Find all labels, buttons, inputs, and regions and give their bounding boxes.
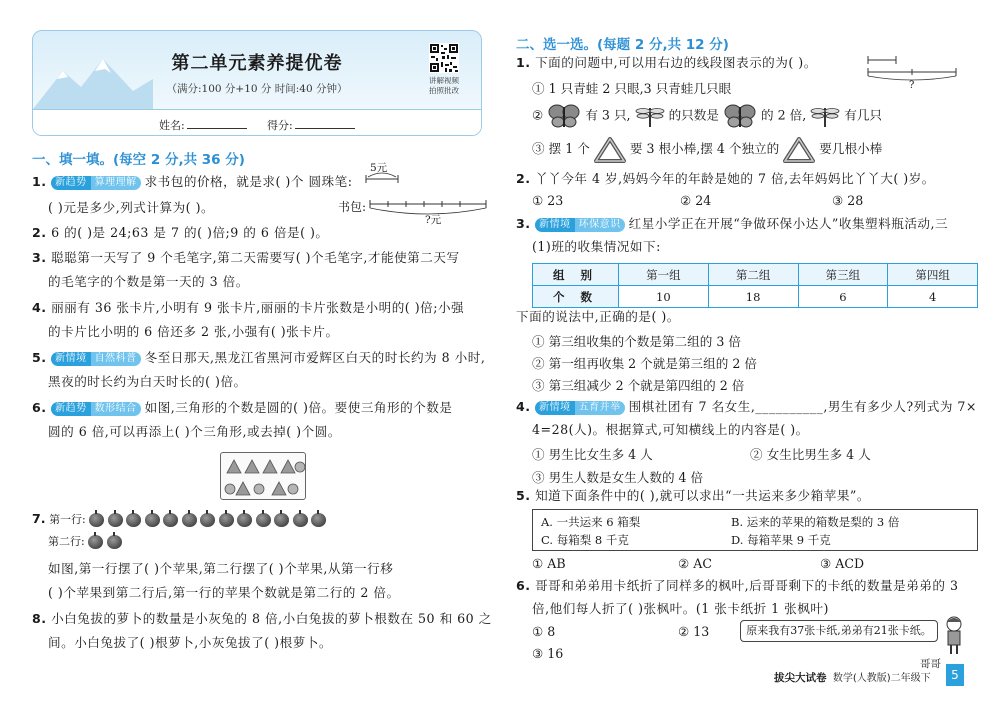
question-2: 2. 6 的( )是 24;63 是 7 的( )倍;9 的 6 倍是( )。: [32, 225, 329, 240]
butterfly-icon: [723, 104, 757, 128]
question-6-line2: 圆的 6 倍,可以再添上( )个三角形,或去掉( )个圆。: [48, 424, 341, 439]
triangles-circles-figure: [220, 452, 306, 500]
tag-topic: 自然科普: [91, 352, 141, 366]
mc4-option-1[interactable]: ① 男生比女生多 4 人: [532, 447, 653, 462]
tag-new-context: 新情境: [535, 401, 575, 415]
student-info-strip: [33, 109, 481, 135]
dragonfly-icon: [635, 104, 665, 128]
question-5-line2: 黑夜的时长约为白天时长的( )倍。: [48, 374, 247, 389]
score-field[interactable]: 得分:: [267, 117, 355, 133]
mc3-option-2[interactable]: ② 第一组再收集 2 个就是第三组的 2 倍: [532, 356, 757, 371]
apples-row-1: 7. 第一行:: [32, 511, 330, 527]
qr-caption: 讲解视频 拍照批改: [429, 76, 459, 95]
mc-question-3-line1: 3. 新情境 环保意识 红星小学正在开展“争做环保小达人”收集塑料瓶活动,三: [516, 216, 949, 231]
mc1-option-1[interactable]: ① 1 只青蛙 2 只眼,3 只青蛙几只眼: [532, 81, 732, 96]
exam-title: 第二单元素养提优卷: [171, 53, 343, 74]
stick-triangle-icon: [783, 137, 815, 163]
question-1-line2: ( )元是多少,列式计算为( )。: [48, 200, 215, 215]
speech-bubble: 原来我有37张卡纸,弟弟有21张卡纸。: [740, 620, 938, 642]
stick-triangle-icon: [594, 137, 626, 163]
tag-new-context: 新情境: [51, 352, 91, 366]
mc-question-1: 1. 下面的问题中,可以用右边的线段图表示的为( )。: [516, 55, 817, 70]
qr-code-icon[interactable]: [429, 43, 459, 73]
question-3-line2: 的毛笔字的个数是第一天的 3 倍。: [48, 274, 249, 289]
mc3-option-3[interactable]: ③ 第三组减少 2 个就是第四组的 2 倍: [532, 378, 745, 393]
exam-header: [32, 30, 482, 136]
left-column: [32, 30, 492, 650]
section2-title: 二、选一选。(每题 2 分,共 12 分): [516, 37, 729, 53]
tag-new-trend: 新趋势: [51, 402, 91, 416]
mc4-option-2[interactable]: ② 女生比男生多 4 人: [750, 447, 871, 462]
mc2-option-1[interactable]: ① 23: [532, 193, 564, 208]
name-field[interactable]: 姓名:: [159, 117, 247, 133]
tag-topic: 数形结合: [91, 402, 141, 416]
mc2-option-3[interactable]: ③ 28: [832, 193, 864, 208]
question-3-line1: 3. 聪聪第一天写了 9 个毛笔字,第二天需要写( )个毛笔字,才能使第二天写: [32, 250, 460, 265]
question-4-line1: 4. 丽丽有 36 张卡片,小明有 9 张卡片,丽丽的卡片张数是小明的( )倍;小强: [32, 300, 465, 315]
condition-b: B. 运来的苹果的箱数是梨的 3 倍: [731, 515, 900, 529]
question-7-line1: 如图,第一行摆了( )个苹果,第二行摆了( )个苹果,从第一行移: [48, 561, 394, 576]
mc1-diagram-question-mark: ?: [909, 80, 915, 91]
mc-question-2: 2. 丫丫今年 4 岁,妈妈今年的年龄是她的 7 倍,去年妈妈比丫丫大( )岁。: [516, 171, 935, 186]
mc-question-3-line2: (1)班的收集情况如下:: [532, 239, 661, 254]
mc-question-5: 5. 知道下面条件中的( ),就可以求出“一共运来多少箱苹果”。: [516, 488, 870, 503]
mc-question-4-line1: 4. 新情境 五育并举 围棋社团有 7 名女生,__________,男生有多少人?列式为 7×: [516, 399, 977, 414]
mc6-option-2[interactable]: ② 13: [678, 624, 710, 639]
question-4-line2: 的卡片比小明的 6 倍还多 2 张,小强有( )张卡片。: [48, 324, 339, 339]
section1-title: 一、填一填。(每空 2 分,共 36 分): [32, 152, 245, 168]
mc6-option-1[interactable]: ① 8: [532, 624, 556, 639]
mc1-option-3[interactable]: ③ 摆 1 个 要 3 根小棒,摆 4 个独立的 要几根小棒: [532, 136, 882, 163]
mc6-option-3[interactable]: ③ 16: [532, 646, 564, 661]
mc3-option-1[interactable]: ① 第三组收集的个数是第二组的 3 倍: [532, 334, 741, 349]
table-row: 组 别 第一组 第二组 第三组 第四组: [533, 264, 978, 286]
question-7-line2: ( )个苹果到第二行后,第一行的苹果个数就是第二行的 2 倍。: [48, 585, 400, 600]
pen-price-label: 5元: [370, 162, 388, 174]
mc5-option-2[interactable]: ② AC: [678, 556, 713, 571]
boy-figure-icon: [942, 616, 966, 656]
bag-label: 书包:: [338, 200, 367, 214]
apples-row-2: 第二行:: [48, 533, 125, 549]
question-8-line1: 8. 小白兔拔的萝卜的数量是小灰兔的 8 倍,小白兔拔的萝卜根数在 50 和 60 之: [32, 611, 492, 626]
mc3-prompt: 下面的说法中,正确的是( )。: [516, 309, 680, 324]
mc4-option-3[interactable]: ③ 男生人数是女生人数的 4 倍: [532, 470, 704, 485]
tag-topic: 算理理解: [91, 176, 141, 190]
tag-new-context: 新情境: [535, 218, 575, 232]
exam-meta: （满分:100 分+10 分 时间:40 分钟）: [166, 83, 348, 95]
tag-new-trend: 新趋势: [51, 176, 91, 190]
dragonfly-icon: [810, 104, 840, 128]
question-5-line1: 5. 新情境 自然科普 冬至日那天,黑龙江省黑河市爱辉区白天的时长约为 8 小时,: [32, 350, 486, 365]
mc-question-6-line1: 6. 哥哥和弟弟用卡纸折了同样多的枫叶,后哥哥剩下的卡纸的数量是弟弟的 3: [516, 578, 959, 593]
table-row: 个 数 10 18 6 4: [533, 286, 978, 308]
speaker-label: 哥哥: [920, 658, 941, 670]
conditions-box: [532, 509, 978, 551]
condition-c: C. 每箱梨 8 千克: [541, 533, 629, 547]
mc5-option-3[interactable]: ③ ACD: [820, 556, 865, 571]
mc5-option-1[interactable]: ① AB: [532, 556, 566, 571]
mc1-option-2[interactable]: ② 有 3 只, 的只数是 的 2 倍, 有几只: [532, 104, 882, 128]
condition-d: D. 每箱苹果 9 千克: [731, 533, 831, 547]
question-1-line1: 1. 新趋势 算理理解 求书包的价格，就是求( )个 圆珠笔:: [32, 174, 353, 189]
page-number: 5: [946, 664, 964, 686]
butterfly-icon: [547, 104, 581, 128]
bag-price-label: ?元: [425, 214, 442, 226]
pen-segment-diagram: [364, 171, 402, 185]
mc-question-4-line2: 4=28(人)。根据算式,可知横线上的内容是( )。: [532, 422, 809, 437]
condition-a: A. 一共运来 6 箱梨: [541, 515, 641, 529]
mc2-option-2[interactable]: ② 24: [680, 193, 712, 208]
tag-topic: 环保意识: [575, 218, 625, 232]
mc-question-6-line2: 倍,他们每人折了( )张枫叶。(1 张卡纸折 1 张枫叶): [532, 601, 829, 616]
page-footer: 拔尖大试卷 数学(人教版)二年级下: [774, 672, 931, 684]
question-8-line2: 间。小白兔拔了( )根萝卜,小灰兔拔了( )根萝卜。: [48, 635, 332, 650]
tag-topic: 五育并举: [575, 401, 625, 415]
collection-table: [532, 263, 978, 308]
question-6-line1: 6. 新趋势 数形结合 如图,三角形的个数是圆的( )倍。要使三角形的个数是: [32, 400, 453, 415]
